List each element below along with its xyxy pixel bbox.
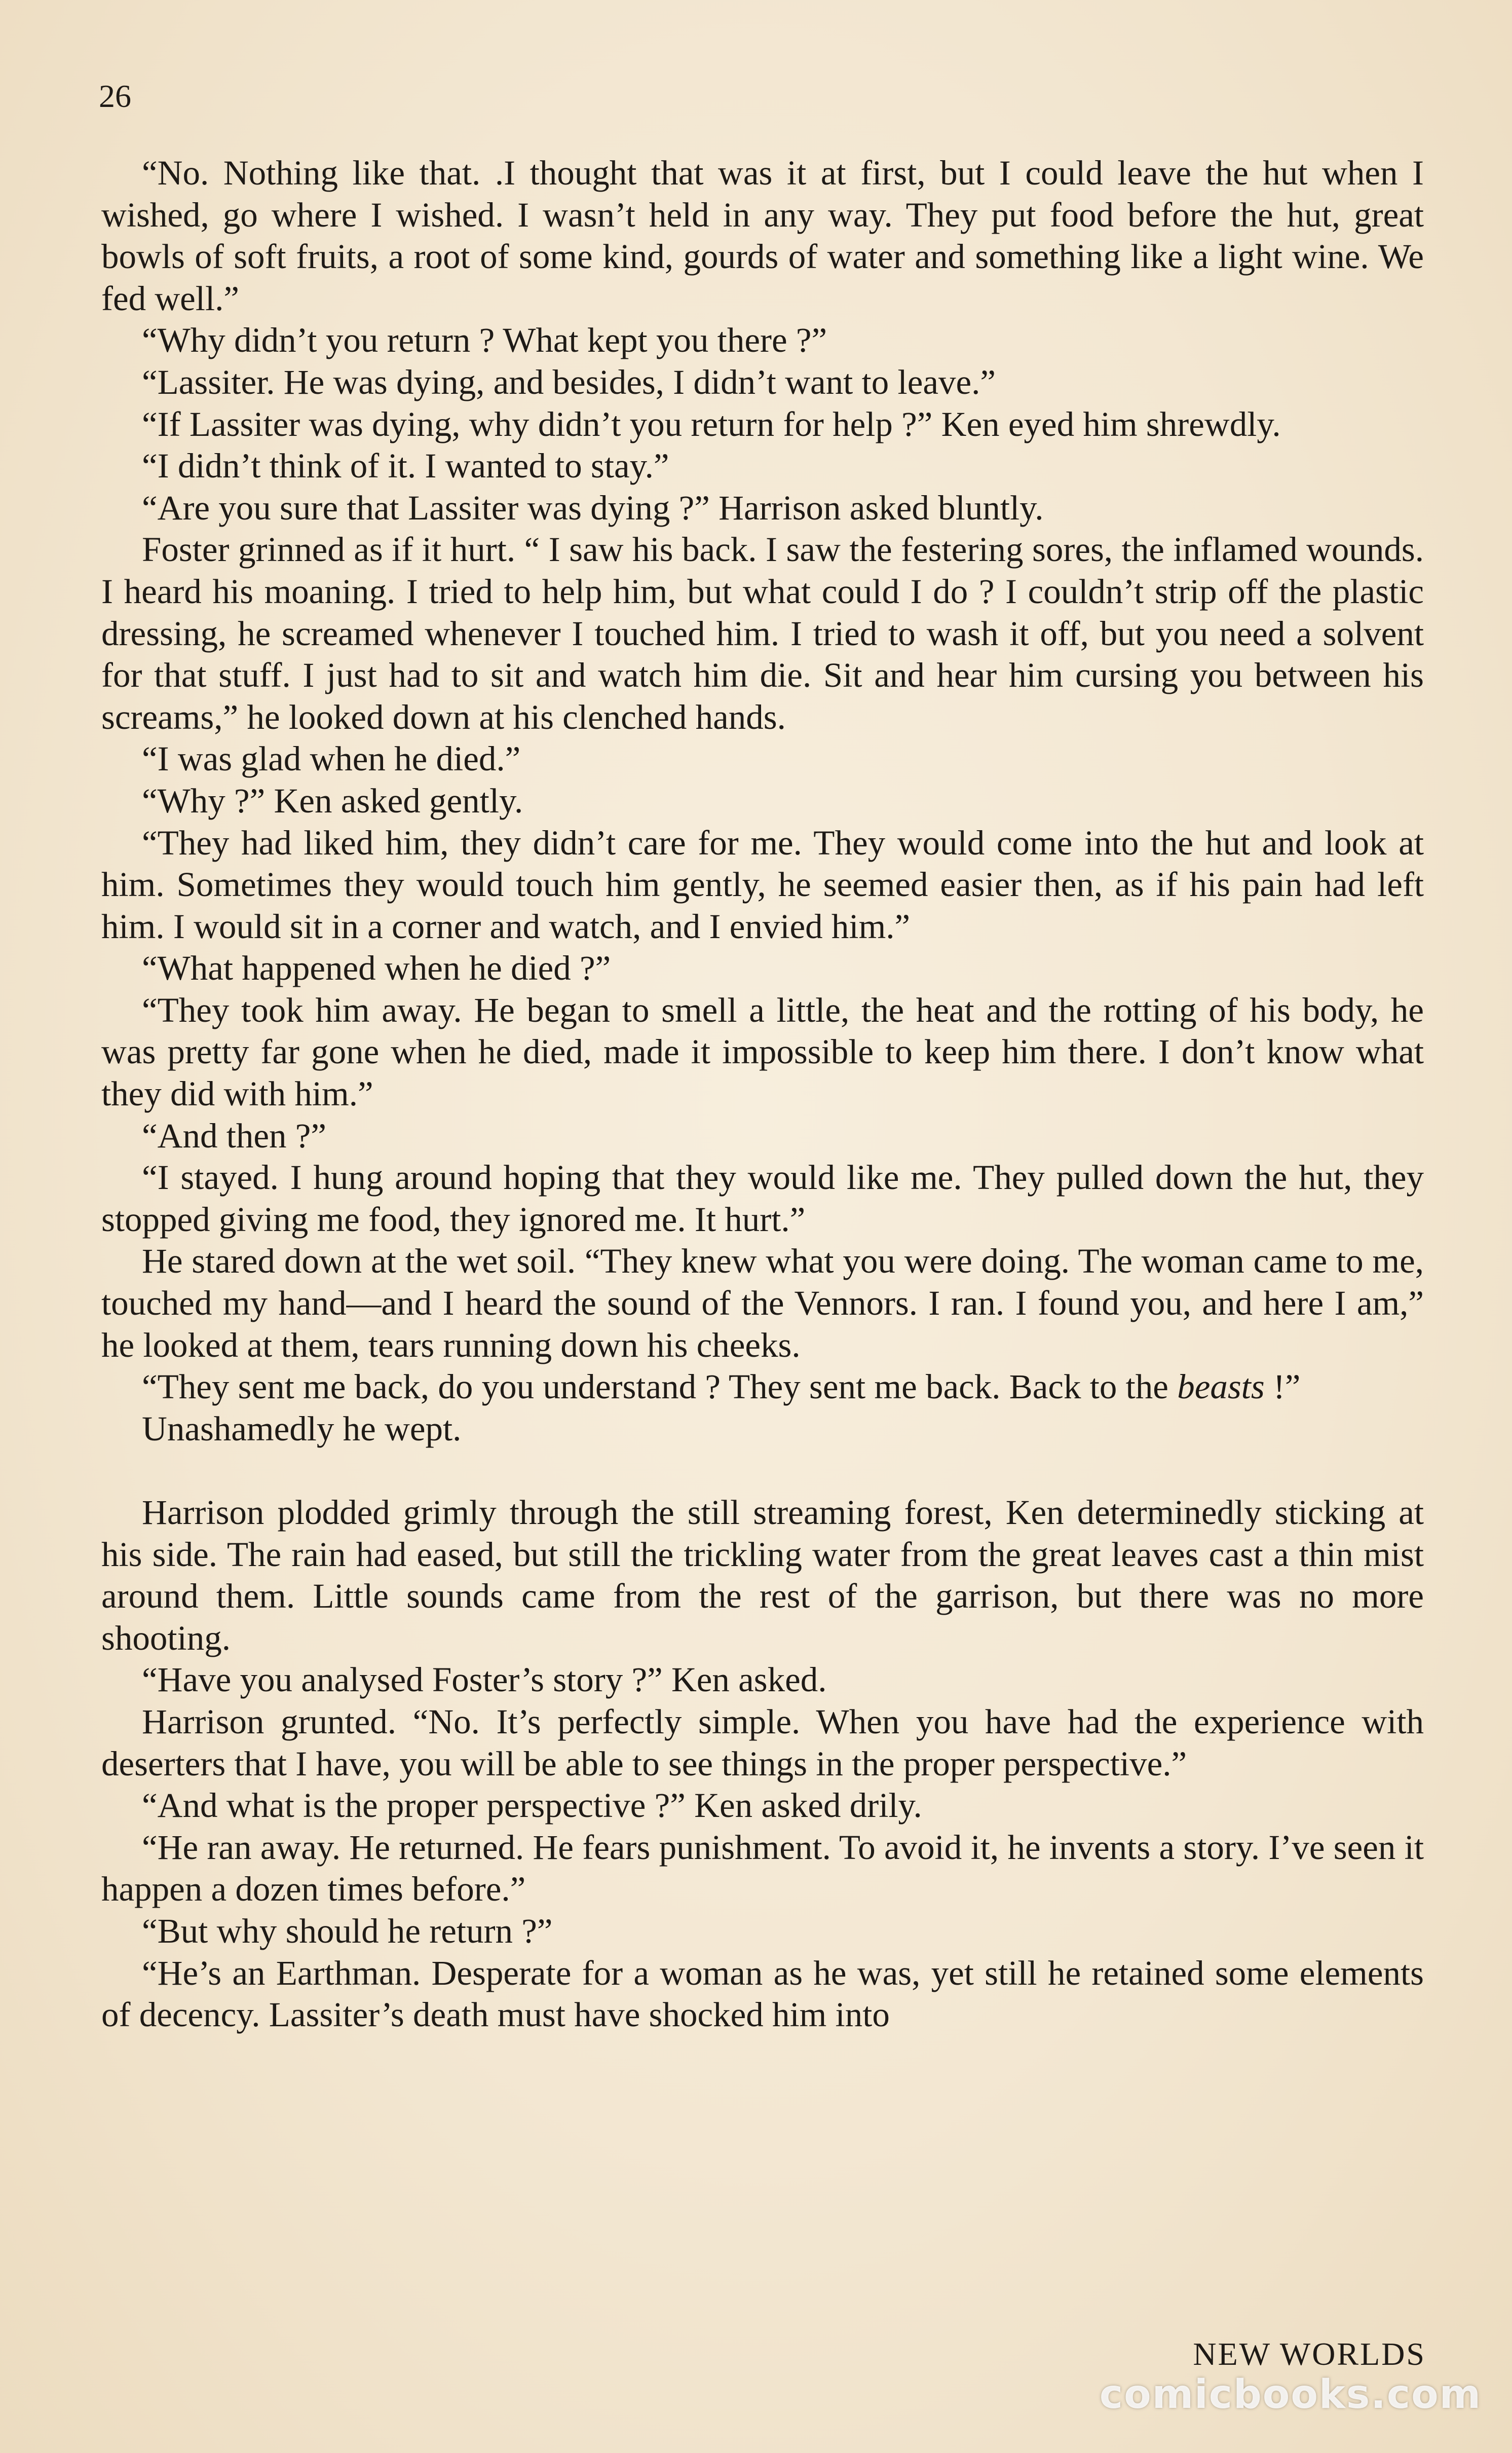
paragraph xyxy=(101,1366,1424,1408)
paragraph: Harrison plodded grimly through the still streaming forest, Ken determinedly sticking at his side. The rain had eased, but still the trickling water from the great leaves cast a thin mist around them. Little sounds came from the rest of the garrison, but there was no more shooting. xyxy=(101,1493,1424,1657)
paragraph: “And what is the proper perspective ?” Ken asked drily. xyxy=(142,1786,922,1825)
paragraph: “Are you sure that Lassiter was dying ?” Harrison asked bluntly. xyxy=(142,488,1044,527)
paragraph: “Have you analysed Foster’s story ?” Ken asked. xyxy=(142,1660,827,1699)
paragraph: “Lassiter. He was dying, and besides, I didn’t want to leave.” xyxy=(142,362,996,401)
paragraph: Unashamedly he wept. xyxy=(142,1409,462,1448)
paragraph: “He ran away. He returned. He fears punishment. To avoid it, he invents a story. I’ve seen it happen a dozen times before.” xyxy=(101,1828,1424,1909)
story-text xyxy=(101,152,1424,2036)
paragraph: “Why didn’t you return ? What kept you there ?” xyxy=(142,321,827,360)
section-break xyxy=(101,1450,1424,1492)
paragraph: “I didn’t think of it. I wanted to stay.” xyxy=(142,447,669,486)
paragraph: “I stayed. I hung around hoping that they would like me. They pulled down the hut, they stopped giving me food, they ignored me. It hurt.” xyxy=(101,1158,1424,1239)
page-number: 26 xyxy=(99,78,131,114)
paragraph: “No. Nothing like that. .I thought that was it at first, but I could leave the hut when I wished, go where I wished. I wasn’t held in any way. They put food before the hut, great bowls of soft fruits, a root of some kind, gourds of water and something like a light wine. We fed well.” xyxy=(101,154,1424,318)
paragraph: “He’s an Earthman. Desperate for a woman as he was, yet still he retained some elements of decency. Lassiter’s death must have shocked him into xyxy=(101,1953,1424,2034)
paragraph: Foster grinned as if it hurt. “ I saw his back. I saw the festering sores, the inflamed wounds. I heard his moaning. I tried to help him, but what could I do ? I couldn’t strip off the plastic dressing, he screamed whenever I touched him. I tried to wash it off, but you need a solvent for that stuff. I just had to sit and watch him die. Sit and hear him cursing you between his screams,” he looked down at his clenched hands. xyxy=(101,530,1424,736)
paragraph: “Why ?” Ken asked gently. xyxy=(142,781,523,820)
paragraph: “What happened when he died ?” xyxy=(142,949,611,988)
watermark: comicbooks.com xyxy=(1099,2372,1482,2418)
italic-word: beasts xyxy=(1177,1367,1265,1406)
paragraph: He stared down at the wet soil. “They knew what you were doing. The woman came to me, touched my hand—and I heard the sound of the Vennors. I ran. I found you, and here I am,” he looked at them, tears running down his cheeks. xyxy=(101,1242,1424,1364)
magazine-title: NEW WORLDS xyxy=(1193,2336,1426,2372)
paragraph: “They had liked him, they didn’t care for me. They would come into the hut and look at him. Sometimes they would touch him gently, he seemed easier then, as if his pain had left him. I would sit in a corner and watch, and I envied him.” xyxy=(101,823,1424,946)
paragraph: “And then ?” xyxy=(142,1116,327,1155)
italic-tail: !” xyxy=(1264,1367,1301,1406)
paragraph: “They took him away. He began to smell a little, the heat and the rotting of his body, he was pretty far gone when he died, made it impossible to keep him there. I don’t know what they did with him.” xyxy=(101,990,1424,1113)
paragraph: “But why should he return ?” xyxy=(142,1911,553,1950)
paragraph-text: “They sent me back, do you understand ? They sent me back. Back to the xyxy=(142,1367,1168,1406)
paragraph: “I was glad when he died.” xyxy=(142,739,521,778)
paragraph: Harrison grunted. “No. It’s perfectly simple. When you have had the experience with deserters that I have, you will be able to see things in the proper perspective.” xyxy=(101,1702,1424,1783)
paragraph: “If Lassiter was dying, why didn’t you return for help ?” Ken eyed him shrewdly. xyxy=(142,404,1281,443)
